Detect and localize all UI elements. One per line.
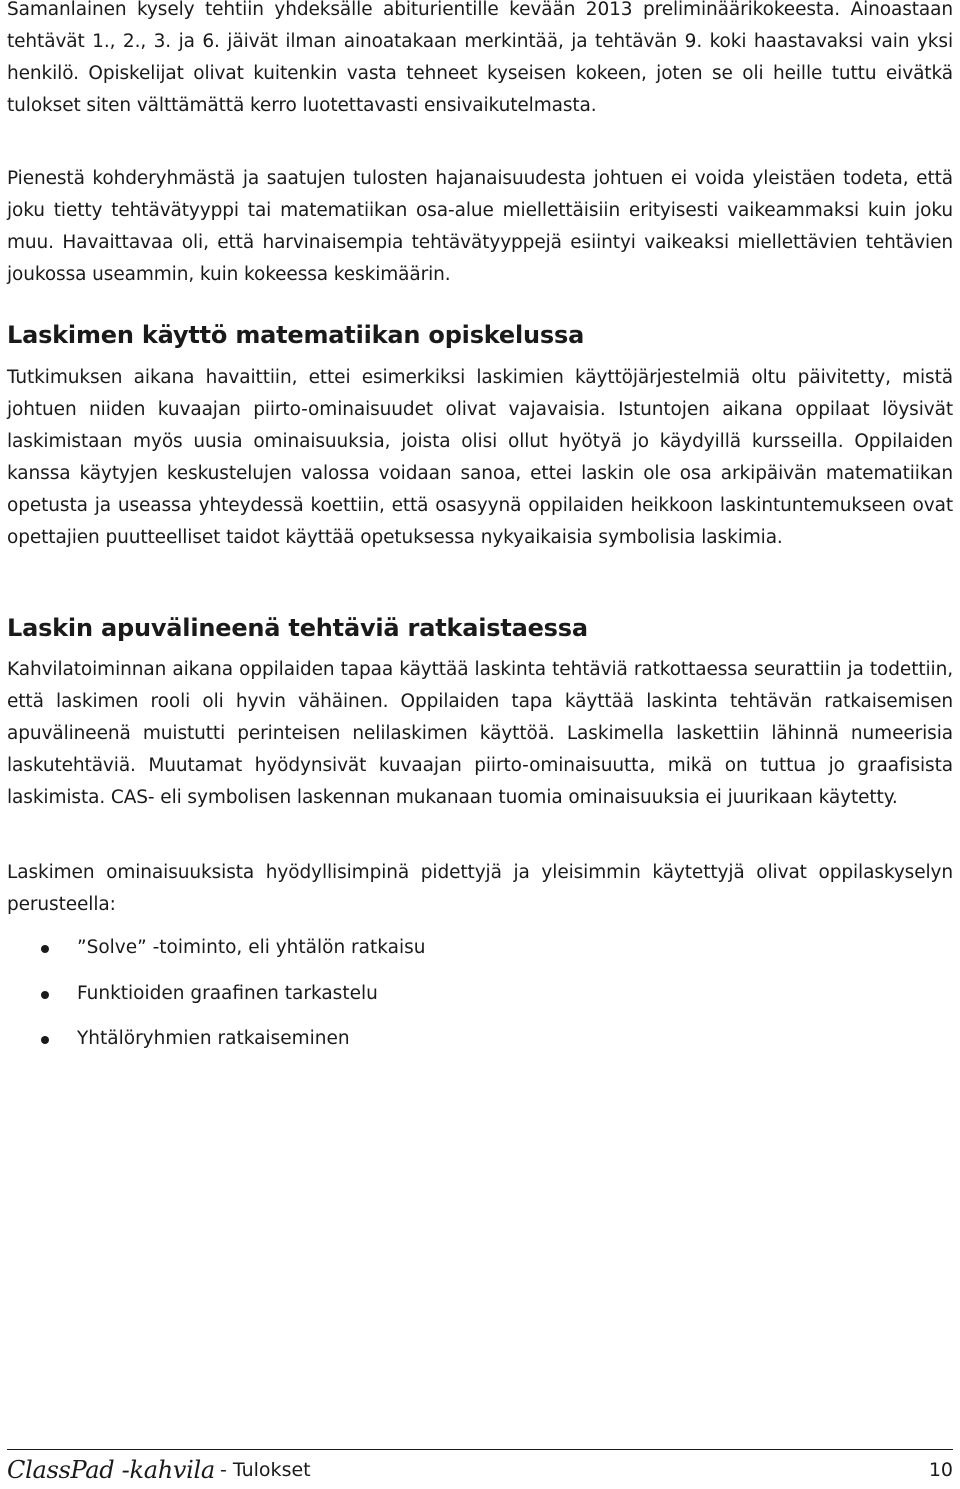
list-item-text: Yhtälöryhmien ratkaiseminen	[77, 1028, 350, 1049]
paragraph-calculator-findings: Tutkimuksen aikana havaittiin, ettei esimerkiksi laskimien käyttöjärjestelmiä oltu päivitetty, mistä johtuen niiden kuvaajan piirto-ominaisuudet olivat vajavaisia. Istuntojen aikana oppilaat löysivät laskimistaan myös uusia ominaisuuksia, joista olisi ollut hyötyä jo käydyillä kursseilla. Oppilaiden kanssa käytyjen keskustelujen valossa voidaan sanoa, ettei laskin ole osa arkipäivän matematiikan opetusta ja useassa yhteydessä koettiin, että osasyynä oppilaiden heikkoon laskintuntemukseen ovat opettajien puutteelliset taidot käyttää opetuksessa nykyaikaisia symbolisia laskimia.	[7, 367, 953, 548]
list-item	[7, 932, 907, 978]
bullet-icon	[41, 945, 49, 953]
paragraph-useful-features-intro: Laskimen ominaisuuksista hyödyllisimpinä pidettyjä ja yleisimmin käytettyjä olivat oppilaskyselyn perusteella:	[7, 862, 953, 915]
footer-logo: ClassPad -kahvila	[7, 1456, 215, 1484]
list-item	[7, 978, 907, 1024]
paragraph-cafe-observations: Kahvilatoiminnan aikana oppilaiden tapaa käyttää laskinta tehtäviä ratkottaessa seurattiin ja todettiin, että laskimen rooli oli hyvin vähäinen. Oppilaiden tapa käyttää laskinta tehtävän ratkaisemisen apuvälineenä muistutti perinteisen nelilaskimen käyttöä. Laskimella laskettiin lähinnä numeerisia laskutehtäviä. Muutamat hyödynsivät kuvaajan piirto-ominaisuutta, mikä on tuttua jo graafisista laskimista. CAS- eli symbolisen laskennan mukanaan tuomia ominaisuuksia ei juurikaan käytetty.	[7, 659, 953, 808]
paragraph-survey-results: Samanlainen kysely tehtiin yhdeksälle abiturientille kevään 2013 preliminäärikokeesta. Ainoastaan tehtävät 1., 2., 3. ja 6. jäivät ilman ainoatakaan merkintää, ja tehtävän 9. koki haastavaksi vain yksi henkilö. Opiskelijat olivat kuitenkin vasta tehneet kyseisen kokeen, joten se oli heille tuttu eivätkä tulokset siten välttämättä kerro luotettavasti ensivaikutelmasta.	[7, 0, 953, 116]
bullet-icon	[41, 1036, 49, 1044]
page-footer	[7, 1455, 953, 1485]
section-heading-calculator-use: Laskimen käyttö matematiikan opiskelussa	[7, 321, 585, 349]
list-item	[7, 1023, 907, 1069]
bullet-icon	[41, 991, 49, 999]
footer-section-title: - Tulokset	[220, 1459, 311, 1481]
paragraph-generalization: Pienestä kohderyhmästä ja saatujen tulosten hajanaisuudesta johtuen ei voida yleistäen todeta, että joku tietty tehtävätyyppi tai matematiikan osa-alue miellettäisiin erityisesti vaikeammaksi kuin joku muu. Havaittavaa oli, että harvinaisempia tehtävätyyppejä esiintyi vaikeaksi miellettävien tehtävien joukossa useammin, kuin kokeessa keskimäärin.	[7, 168, 953, 285]
useful-features-list	[7, 932, 907, 1069]
list-item-text: ”Solve” -toiminto, eli yhtälön ratkaisu	[77, 937, 426, 958]
page-number: 10	[928, 1459, 953, 1481]
footer-divider	[7, 1449, 953, 1450]
section-heading-calculator-as-tool: Laskin apuvälineenä tehtäviä ratkaistaessa	[7, 614, 588, 642]
list-item-text: Funktioiden graafinen tarkastelu	[77, 982, 378, 1004]
